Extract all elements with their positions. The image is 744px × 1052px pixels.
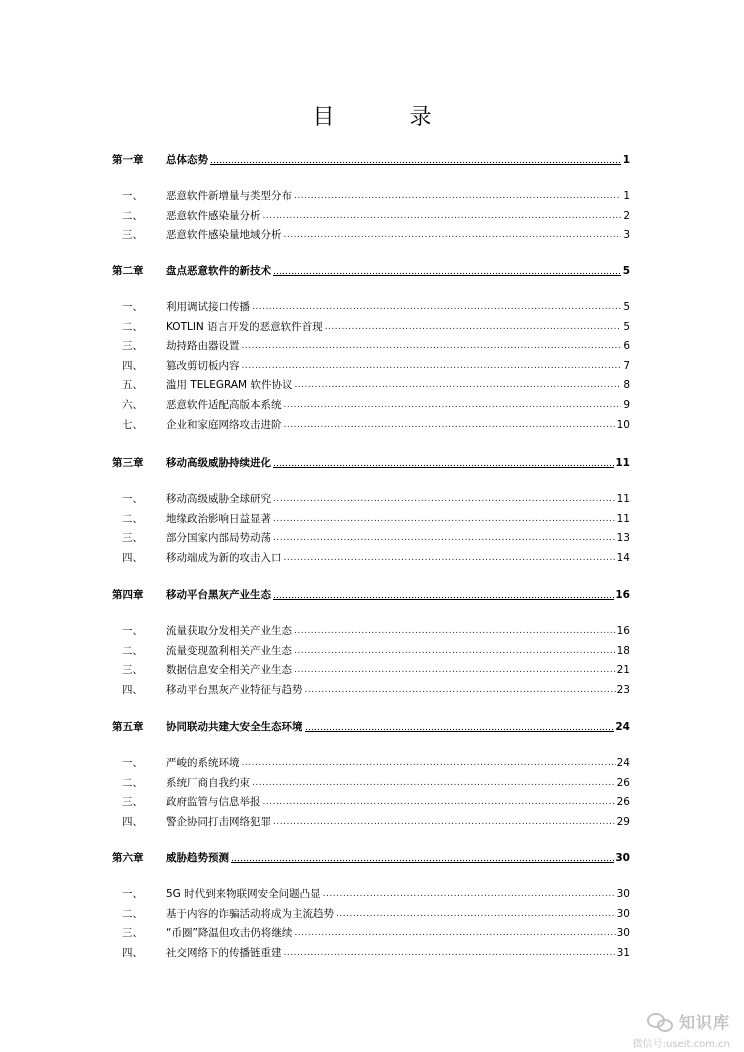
toc-page-number: 30	[616, 888, 630, 900]
toc-leader-dots	[294, 926, 615, 940]
toc-entry-title: 移动高级威胁持续进化	[166, 457, 271, 469]
toc-number: 第一章	[112, 154, 144, 166]
toc-leader-dots	[273, 587, 614, 600]
toc-leader-dots	[294, 663, 616, 677]
page-title: 目 录	[312, 105, 466, 130]
toc-number: 第二章	[112, 265, 144, 277]
toc-section-row[interactable]	[112, 681, 630, 697]
toc-section-row[interactable]	[112, 622, 630, 638]
toc-section-row[interactable]	[112, 754, 630, 770]
toc-page-number: 29	[616, 815, 630, 828]
toc-leader-dots	[284, 398, 622, 412]
toc-number: 一、	[122, 888, 143, 900]
toc-section-row[interactable]	[112, 318, 630, 334]
toc-section-row[interactable]	[112, 793, 630, 809]
toc-leader-dots	[294, 644, 616, 658]
toc-number: 二、	[122, 644, 143, 657]
toc-number: 第四章	[112, 589, 144, 601]
toc-section-row[interactable]	[112, 774, 630, 790]
toc-page-number: 30	[616, 927, 630, 940]
toc-entry-title: 社交网络下的传播链重建	[166, 946, 282, 959]
toc-leader-dots	[231, 850, 614, 863]
toc-section-row[interactable]	[112, 337, 630, 353]
toc-number: 三、	[122, 664, 143, 677]
toc-number: 三、	[122, 532, 143, 545]
toc-entry-title: KOTLIN 语言开发的恶意软件首现	[166, 320, 323, 333]
toc-number: 六、	[122, 399, 143, 411]
toc-entry-title: 流量变现盈利相关产业生态	[166, 644, 292, 657]
toc-entry-title: 劫持路由器设置	[166, 340, 240, 353]
toc-leader-dots	[273, 263, 621, 276]
toc-section-row[interactable]	[112, 813, 630, 829]
toc-number: 一、	[122, 493, 143, 505]
toc-page-number: 3	[623, 229, 630, 242]
toc-page-number: 9	[623, 399, 630, 411]
toc-leader-dots	[242, 359, 622, 373]
toc-number: 四、	[122, 946, 143, 959]
toc-page-number: 31	[616, 946, 630, 959]
toc-page-number: 11	[615, 457, 630, 469]
toc-entry-title: 移动平台黑灰产业特征与趋势	[166, 683, 303, 696]
toc-leader-dots	[294, 189, 621, 203]
toc-page-number: 24	[615, 721, 630, 733]
toc-page-number: 5	[623, 320, 630, 333]
toc-section-row[interactable]	[112, 416, 630, 432]
toc-page-number: 6	[623, 340, 630, 353]
toc-entry-title: 移动高级威胁全球研究	[166, 493, 271, 505]
toc-page-number: 5	[622, 265, 630, 277]
toc-page-number: 30	[616, 907, 630, 920]
toc-number: 第六章	[112, 852, 144, 864]
toc-entry-title: 5G 时代到来物联网安全问题凸显	[166, 888, 321, 900]
toc-page-number: 14	[616, 551, 630, 564]
toc-leader-dots	[284, 228, 622, 242]
toc-page-number: 16	[615, 589, 630, 601]
toc-number: 三、	[122, 927, 143, 940]
toc-number: 一、	[122, 625, 143, 637]
toc-entry-title: 恶意软件感染量分析	[166, 209, 261, 222]
toc-leader-dots	[273, 531, 616, 545]
toc-section-row[interactable]	[112, 357, 630, 373]
toc-leader-dots	[252, 300, 621, 314]
toc-number: 第五章	[112, 721, 144, 733]
toc-leader-dots	[323, 887, 616, 901]
toc-page-number: 26	[616, 796, 630, 809]
toc-page-number: 1	[622, 154, 630, 166]
toc-entry-title: 企业和家庭网络攻击进阶	[166, 418, 282, 431]
toc-number: 二、	[122, 907, 143, 920]
toc-number: 二、	[122, 209, 143, 222]
toc-section-row[interactable]	[112, 885, 630, 901]
wechat-icon	[647, 1013, 673, 1031]
toc-entry-title: 系统厂商自我约束	[166, 776, 250, 789]
toc-number: 一、	[122, 190, 143, 202]
toc-leader-dots	[294, 378, 621, 392]
toc-number: 三、	[122, 796, 143, 809]
toc-entry-title: 总体态势	[166, 154, 208, 166]
toc-leader-dots	[294, 624, 616, 638]
toc-number: 四、	[122, 551, 143, 564]
toc-page-number: 16	[616, 625, 630, 637]
toc-entry-title: 篡改剪切板内容	[166, 359, 240, 372]
toc-section-row[interactable]	[112, 396, 630, 412]
toc-leader-dots	[273, 815, 616, 829]
toc-page-number: 11	[616, 493, 630, 505]
toc-entry-title: 恶意软件新增量与类型分布	[166, 190, 292, 202]
toc-chapter-row[interactable]	[112, 454, 630, 470]
toc-number: 七、	[122, 418, 143, 431]
watermark-subtitle: 微信号:useit.com.cn	[632, 1039, 730, 1050]
toc-number: 四、	[122, 359, 143, 372]
toc-chapter-row[interactable]	[112, 151, 630, 167]
toc-entry-title: 移动端成为新的攻击入口	[166, 551, 282, 564]
toc-section-row[interactable]	[112, 944, 630, 960]
toc-number: 四、	[122, 683, 143, 696]
toc-section-row[interactable]	[112, 226, 630, 242]
toc-leader-dots	[284, 551, 616, 565]
toc-leader-dots	[325, 320, 621, 334]
toc-entry-title: 滥用 TELEGRAM 软件协议	[166, 379, 293, 392]
toc-section-row[interactable]	[112, 549, 630, 565]
toc-entry-title: 基于内容的诈骗活动将成为主流趋势	[166, 907, 334, 920]
toc-entry-title: 部分国家内部局势动荡	[166, 532, 271, 545]
toc-page-number: 30	[615, 852, 630, 864]
toc-number: 二、	[122, 512, 143, 525]
toc-page-number: 13	[616, 532, 630, 545]
toc-section-row[interactable]	[112, 490, 630, 506]
toc-number: 四、	[122, 815, 143, 828]
toc-section-row[interactable]	[112, 529, 630, 545]
toc-entry-title: 利用调试接口传播	[166, 301, 250, 313]
toc-entry-title: 数据信息安全相关产业生态	[166, 664, 292, 677]
toc-entry-title: 严峻的系统环境	[166, 757, 240, 769]
toc-section-row[interactable]	[112, 661, 630, 677]
toc-leader-dots	[273, 512, 616, 526]
toc-leader-dots	[284, 946, 616, 960]
toc-number: 三、	[122, 340, 143, 353]
watermark	[633, 1010, 730, 1050]
toc-number: 第三章	[112, 457, 144, 469]
toc-leader-dots	[284, 418, 616, 432]
toc-entry-title: 移动平台黑灰产业生态	[166, 589, 271, 601]
toc-leader-dots	[252, 776, 616, 790]
toc-entry-title: “币圈”降温但攻击仍将继续	[166, 927, 293, 940]
toc-page-number: 10	[616, 418, 630, 431]
toc-chapter-row[interactable]	[112, 262, 630, 278]
toc-page-number: 24	[616, 757, 630, 769]
toc-entry-title: 警企协同打击网络犯罪	[166, 815, 271, 828]
toc-section-row[interactable]	[112, 187, 630, 203]
toc-entry-title: 恶意软件感染量地域分析	[166, 229, 282, 242]
toc-number: 一、	[122, 757, 143, 769]
toc-entry-title: 盘点恶意软件的新技术	[166, 265, 271, 277]
toc-section-row[interactable]	[112, 642, 630, 658]
toc-entry-title: 政府监管与信息举报	[166, 796, 261, 809]
toc-page-number: 18	[616, 644, 630, 657]
toc-number: 二、	[122, 776, 143, 789]
toc-leader-dots	[273, 455, 614, 468]
toc-page-number: 11	[616, 512, 630, 525]
toc-number: 一、	[122, 301, 143, 313]
toc-section-row[interactable]	[112, 298, 630, 314]
toc-entry-title: 威胁趋势预测	[166, 852, 229, 864]
toc-page-number: 26	[616, 776, 630, 789]
toc-leader-dots	[263, 795, 616, 809]
toc-leader-dots	[242, 339, 622, 353]
toc-page-number: 2	[623, 209, 630, 222]
toc-section-row[interactable]	[112, 924, 630, 940]
toc-page-number: 8	[623, 379, 630, 392]
toc-number: 五、	[122, 379, 143, 392]
toc-section-row[interactable]	[112, 905, 630, 921]
toc-section-row[interactable]	[112, 510, 630, 526]
toc-leader-dots	[273, 492, 616, 506]
toc-leader-dots	[305, 683, 616, 697]
toc-leader-dots	[242, 756, 616, 770]
toc-section-row[interactable]	[112, 376, 630, 392]
toc-leader-dots	[263, 209, 622, 223]
toc-entry-title: 协同联动共建大安全生态环境	[166, 721, 303, 733]
toc-entry-title: 地缘政治影响日益显著	[166, 512, 271, 525]
toc-leader-dots	[210, 152, 621, 165]
toc-chapter-row[interactable]	[112, 849, 630, 865]
toc-leader-dots	[336, 907, 616, 921]
toc-page-number: 21	[616, 664, 630, 677]
watermark-brand: 知识库	[678, 1013, 730, 1032]
toc-number: 三、	[122, 229, 143, 242]
toc-entry-title: 恶意软件适配高版本系统	[166, 399, 282, 411]
toc-section-row[interactable]	[112, 207, 630, 223]
toc-leader-dots	[305, 719, 615, 732]
toc-page-number: 23	[616, 683, 630, 696]
toc-page-number: 7	[623, 359, 630, 372]
toc-chapter-row[interactable]	[112, 586, 630, 602]
toc-chapter-row[interactable]	[112, 718, 630, 734]
toc-entry-title: 流量获取分发相关产业生态	[166, 625, 292, 637]
toc-page-number: 5	[623, 301, 630, 313]
toc-page-number: 1	[623, 190, 630, 202]
toc-number: 二、	[122, 320, 143, 333]
